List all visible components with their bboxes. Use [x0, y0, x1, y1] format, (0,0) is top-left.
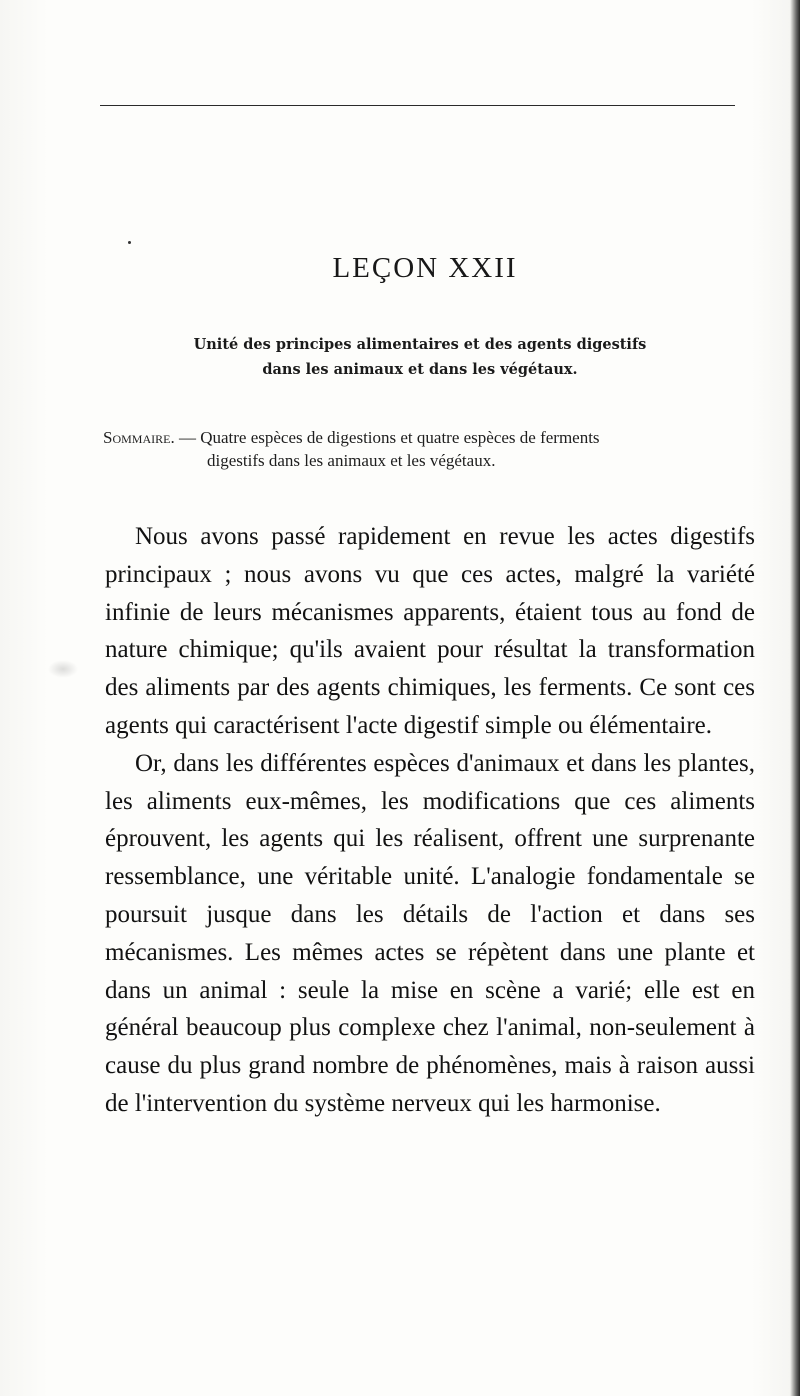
ink-speck: [128, 241, 131, 244]
subtitle-line-1: Unité des principes alimentaires et des agents digestifs: [193, 336, 647, 353]
paragraph-1: Nous avons passé rapidement en revue les actes digestifs principaux ; nous avons vu que ces actes, malgré la variété infinie de leurs mécanismes apparents, étaient tous au fond de nature chimique; qu'ils avaient pour résultat la transformation des aliments par des agents chimiques, les ferments. Ce sont ces agents qui caractérisent l'acte digestif simple ou élémentaire.: [105, 523, 755, 739]
lecon-title: LEÇON XXII: [332, 252, 518, 284]
sommaire-text-line-2: digestifs dans les animaux et les végétaux.: [207, 451, 496, 470]
paragraph-2: Or, dans les différentes espèces d'animaux et dans les plantes, les aliments eux-mêmes, les modifications que ces aliments éprouvent, les agents qui les réalisent, offrent une surprenante ressemblance, une véritable unité. L'analogie fondamentale se poursuit jusque dans les détails de l'action et dans ses mécanismes. Les mêmes actes se répètent dans une plante et dans un animal : seule la mise en scène a varié; elle est en général beaucoup plus complexe chez l'animal, non-seulement à cause du plus grand nombre de phénomènes, mais à raison aussi de l'intervention du système nerveux qui les harmonise.: [105, 749, 755, 1117]
page-edge-shadow: [790, 0, 800, 1396]
body-text: [105, 518, 755, 1123]
sommaire-text-line-1: — Quatre espèces de digestions et quatre espèces de ferments: [174, 428, 600, 447]
subtitle-line-2: dans les animaux et dans les végétaux.: [262, 361, 578, 378]
lecon-subtitle: [100, 332, 740, 382]
header-rule: [100, 105, 735, 106]
page-smudge: [48, 660, 78, 678]
sommaire-block: [103, 426, 783, 472]
sommaire-label: Sommaire.: [103, 428, 175, 447]
